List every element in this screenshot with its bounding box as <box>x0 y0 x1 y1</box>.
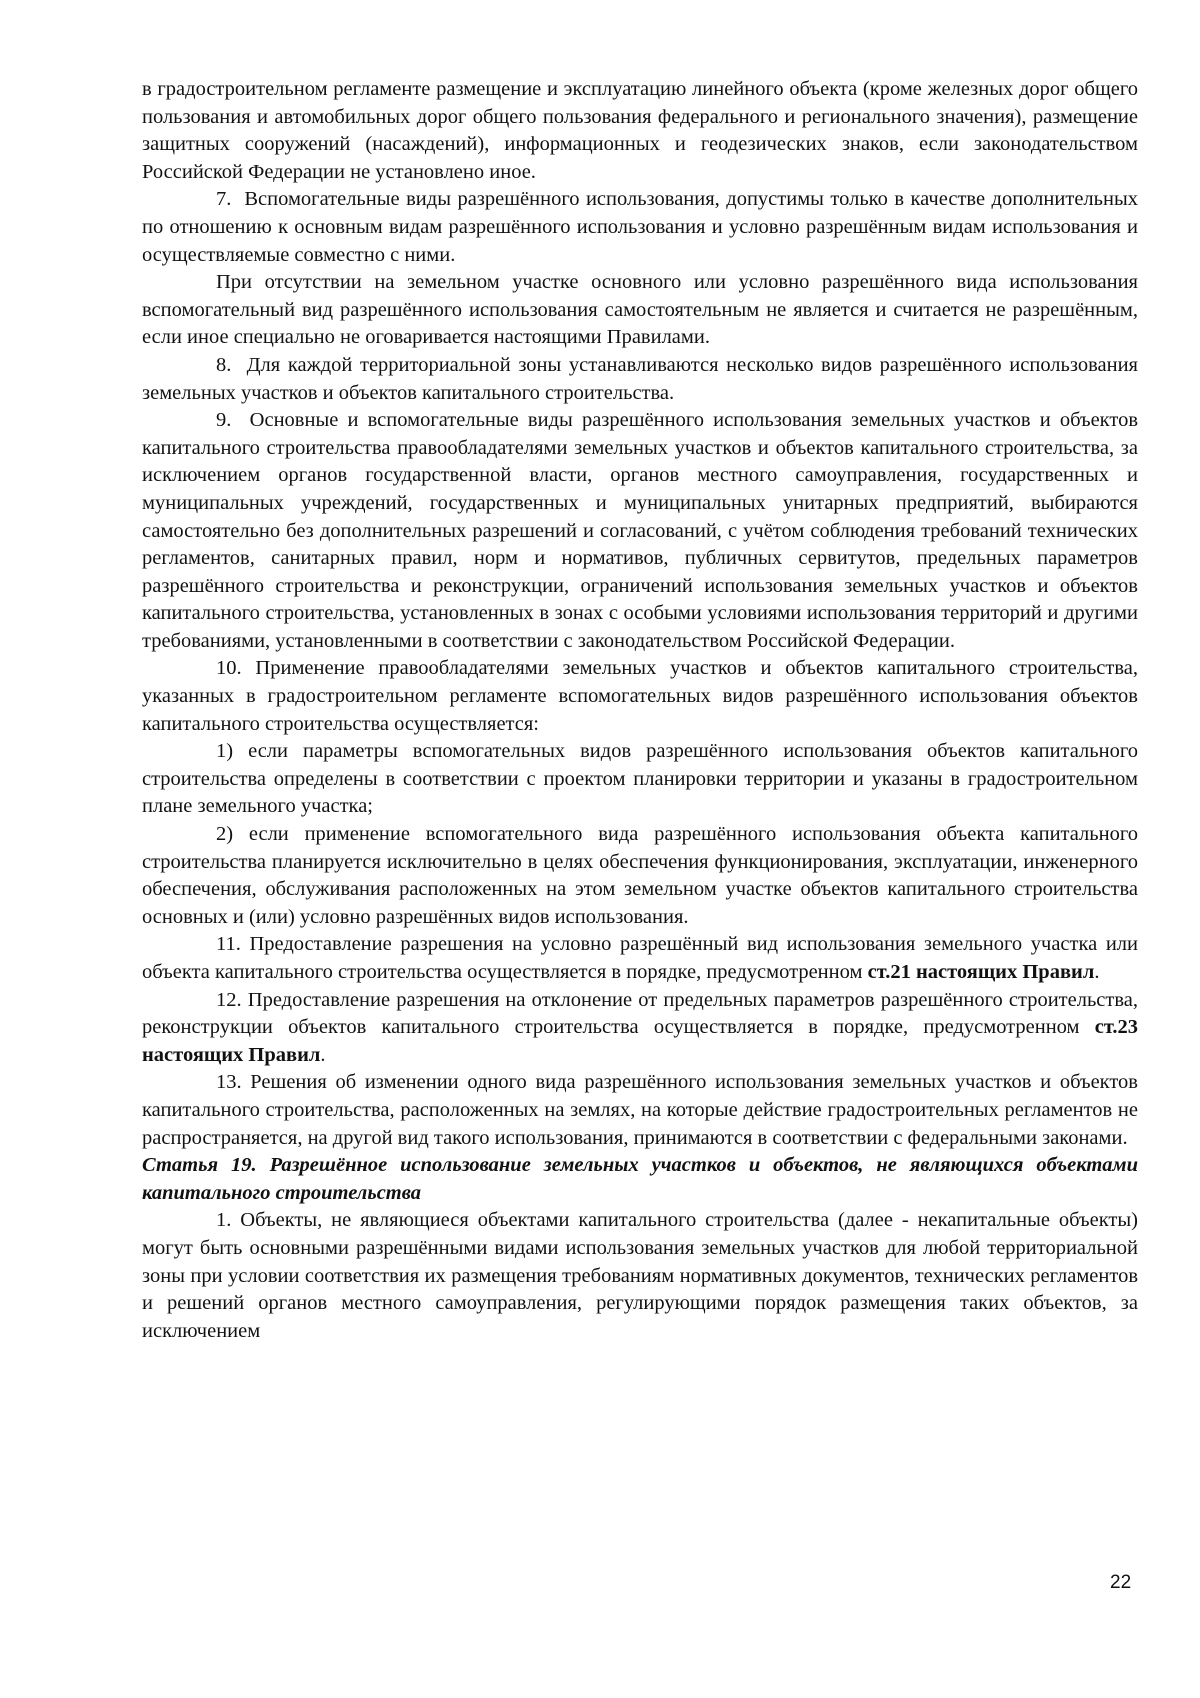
paragraph-10: 10. Применение правообладателями земельных участков и объектов капитального строительства, указанных в градостроительном регламенте вспомогательных видов разрешённого использования объектов капитального строительства осуществляется: <box>142 657 1138 735</box>
paragraph-intro: в градостроительном регламенте размещение и эксплуатацию линейного объекта (кроме железных дорог общего пользования и автомобильных дорог общего пользования федерального и регионального значения), размещение защитных сооружений (насаждений), информационных и геодезических знаков, если законодательством Российской Федерации не установлено иное. <box>142 78 1138 183</box>
paragraph-10-item-1: 1) если параметры вспомогательных видов разрешённого использования объектов капитального строительства определены в соответствии с проектом планировки территории и указаны в градостроительном плане земельного участка; <box>142 740 1138 818</box>
paragraph-12-end: . <box>320 1043 326 1066</box>
paragraph-11-reference: ст.21 настоящих Правил <box>867 961 1095 983</box>
document-body <box>142 76 1138 1345</box>
paragraph-11 <box>142 931 1138 986</box>
paragraph-12-reference: ст.23 настоящих Правил <box>142 1016 1138 1066</box>
page-number: 22 <box>1110 1572 1132 1593</box>
article-19-heading: Статья 19. Разрешённое использование земельных участков и объектов, не являющихся объектами капитального строительства <box>142 1154 1138 1204</box>
paragraph-10-item-2: 2) если применение вспомогательного вида разрешённого использования объекта капитального строительства планируется исключительно в целях обеспечения функционирования, эксплуатации, инженерного обеспечения, обслуживания расположенных на этом земельном участке объектов капитального строительства основных и (или) условно разрешённых видов использования. <box>142 823 1138 928</box>
paragraph-9: 9. Основные и вспомогательные виды разрешённого использования земельных участков и объектов капитального строительства правообладателями земельных участков и объектов капитального строительства, за исключением органов государственной власти, органов местного самоуправления, государственных и муниципальных учреждений, государственных и муниципальных унитарных предприятий, выбираются самостоятельно без дополнительных разрешений и согласований, с учётом соблюдения требований технических регламентов, санитарных правил, норм и нормативов, публичных сервитутов, предельных параметров разрешённого строительства и реконструкции, ограничений использования земельных участков и объектов капитального строительства, установленных в зонах с особыми условиями использования территорий и другими требованиями, установленными в соответствии с законодательством Российской Федерации. <box>142 409 1138 652</box>
paragraph-12 <box>142 987 1138 1070</box>
paragraph-13: 13. Решения об изменении одного вида разрешённого использования земельных участков и объектов капитального строительства, расположенных на землях, на которые действие градостроительных регламентов не распространяется, на другой вид такого использования, принимаются в соответствии с федеральными законами. <box>142 1071 1138 1149</box>
paragraph-11-text: 11. Предоставление разрешения на условно разрешённый вид использования земельного участка или объекта капитального строительства осуществляется в порядке, предусмотренном <box>142 933 1138 983</box>
paragraph-11-end: . <box>1094 961 1100 983</box>
article-19-paragraph-1: 1. Объекты, не являющиеся объектами капитального строительства (далее - некапитальные объекты) могут быть основными разрешёнными видами использования земельных участков для любой территориальной зоны при условии соответствия их размещения требованиям нормативных документов, технических регламентов и решений органов местного самоуправления, регулирующими порядок размещения таких объектов, за исключением <box>142 1209 1138 1342</box>
paragraph-7: 7. Вспомогательные виды разрешённого использования, допустимы только в качестве дополнительных по отношению к основным видам разрешённого использования и условно разрешённым видам использования и осуществляемые совместно с ними. <box>142 188 1138 266</box>
paragraph-12-text: 12. Предоставление разрешения на отклонение от предельных параметров разрешённого строительства, реконструкции объектов капитального строительства осуществляется в порядке, предусмотренном <box>142 988 1138 1039</box>
paragraph-8: 8. Для каждой территориальной зоны устанавливаются несколько видов разрешённого использования земельных участков и объектов капитального строительства. <box>142 353 1138 404</box>
paragraph-7-continued: При отсутствии на земельном участке основного или условно разрешённого вида использования вспомогательный вид разрешённого использования самостоятельным не является и считается не разрешённым, если иное специально не оговаривается настоящими Правилами. <box>142 271 1138 349</box>
